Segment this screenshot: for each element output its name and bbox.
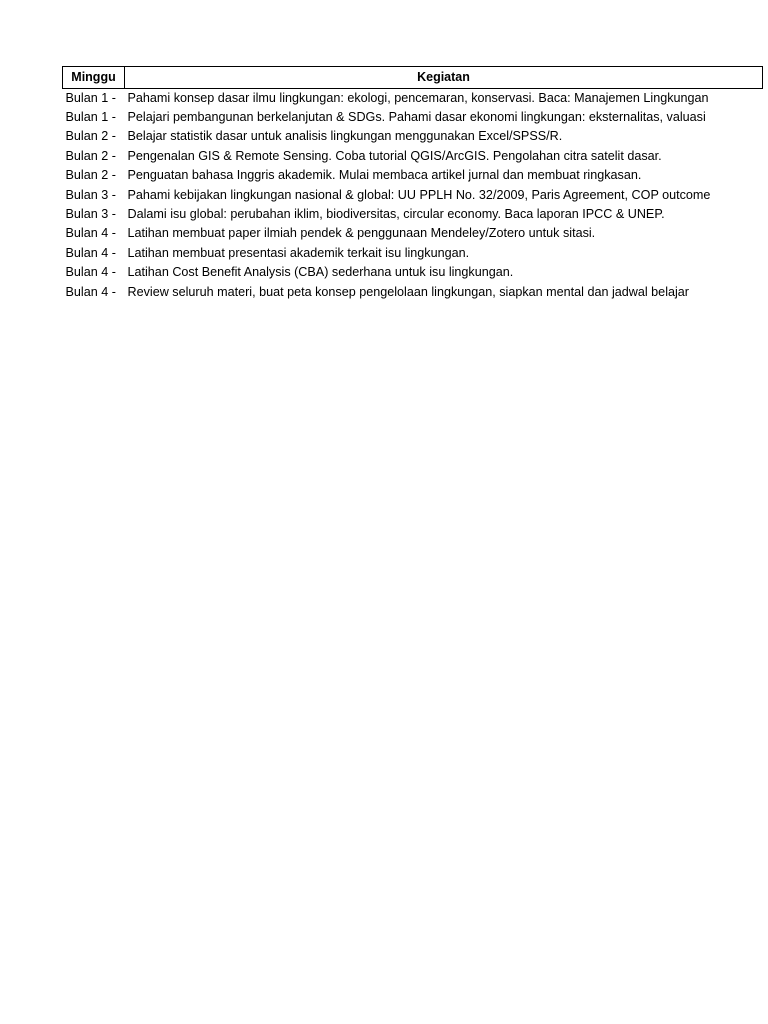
cell-minggu: Bulan 3 -	[65, 187, 116, 202]
cell-minggu: Bulan 4 -	[65, 284, 116, 299]
cell-minggu: Bulan 2 -	[65, 148, 116, 163]
cell-minggu: Bulan 4 -	[65, 245, 116, 260]
cell-kegiatan: Pelajari pembangunan berkelanjutan & SDGs. Pahami dasar ekonomi lingkungan: eksternalitas, valuasi	[127, 110, 706, 124]
table-row	[63, 224, 763, 243]
table-row	[63, 205, 763, 224]
cell-kegiatan: Pengenalan GIS & Remote Sensing. Coba tutorial QGIS/ArcGIS. Pengolahan citra satelit dasar.	[127, 148, 662, 163]
table-row	[63, 147, 763, 166]
cell-kegiatan: Pahami kebijakan lingkungan nasional & global: UU PPLH No. 32/2009, Paris Agreement, COP outcome	[127, 187, 711, 202]
table-row	[63, 166, 763, 185]
column-header-kegiatan: Kegiatan	[125, 67, 763, 89]
cell-minggu: Bulan 3 -	[65, 206, 116, 221]
header-row	[63, 67, 763, 89]
cell-kegiatan: Review seluruh materi, buat peta konsep pengelolaan lingkungan, siapkan mental dan jadwal belajar	[127, 284, 689, 299]
cell-kegiatan: Latihan membuat presentasi akademik terkait isu lingkungan.	[127, 245, 470, 260]
table-row	[63, 127, 763, 146]
table-row	[63, 108, 763, 127]
table-row	[63, 186, 763, 205]
cell-kegiatan: Dalami isu global: perubahan iklim, biodiversitas, circular economy. Baca laporan IPCC & UNEP.	[127, 206, 665, 221]
cell-kegiatan: Belajar statistik dasar untuk analisis lingkungan menggunakan Excel/SPSS/R.	[127, 129, 563, 144]
schedule-table	[62, 66, 763, 302]
schedule-table-container	[62, 66, 768, 302]
cell-kegiatan: Latihan membuat paper ilmiah pendek & penggunaan Mendeley/Zotero untuk sitasi.	[127, 226, 596, 241]
table-row	[63, 263, 763, 282]
cell-kegiatan: Penguatan bahasa Inggris akademik. Mulai membaca artikel jurnal dan membuat ringkasan.	[127, 168, 642, 183]
cell-minggu: Bulan 4 -	[65, 226, 116, 241]
cell-kegiatan: Pahami konsep dasar ilmu lingkungan: ekologi, pencemaran, konservasi. Baca: Manajemen Lingkungan	[127, 91, 709, 105]
cell-minggu: Bulan 1 -	[65, 110, 116, 124]
cell-minggu: Bulan 1 -	[65, 91, 116, 105]
cell-minggu: Bulan 4 -	[65, 265, 116, 280]
cell-kegiatan: Latihan Cost Benefit Analysis (CBA) sederhana untuk isu lingkungan.	[127, 265, 514, 280]
cell-minggu: Bulan 2 -	[65, 168, 116, 183]
table-body	[63, 89, 763, 302]
table-row	[63, 283, 763, 302]
table-row	[63, 244, 763, 263]
table-row	[63, 89, 763, 109]
table-header	[63, 67, 763, 89]
cell-minggu: Bulan 2 -	[65, 129, 116, 144]
column-header-minggu: Minggu	[63, 67, 125, 89]
